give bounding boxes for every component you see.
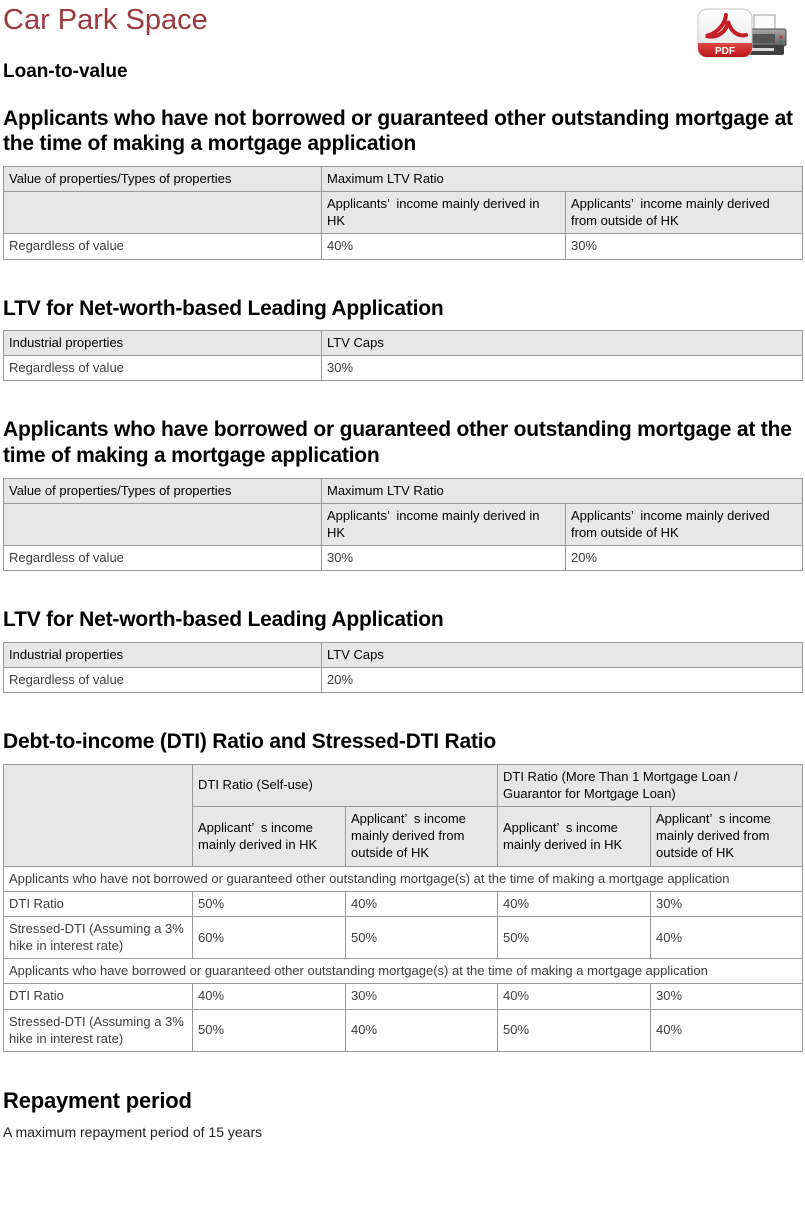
cell-value: 20% [566,546,803,571]
col-header-ltv-caps: LTV Caps [322,331,803,356]
cell-value: 50% [193,891,346,916]
header-action-icons [697,8,789,60]
table-row [4,1009,803,1051]
cell-value: 40% [651,916,803,958]
pdf-icon-label: PDF [715,46,735,57]
cell-value: 50% [498,1009,651,1051]
row-label: Regardless of value [4,668,322,693]
row-label: Regardless of value [4,356,322,381]
repayment-period-text: A maximum repayment period of 15 years [3,1123,263,1140]
row-label: Regardless of value [4,234,322,259]
table-row [4,668,803,693]
col-header-ltv-caps: LTV Caps [322,642,803,667]
page-title: Car Park Space [3,4,208,36]
sub-header-income-hk: Applicant’ s income mainly derived in HK [498,807,651,866]
heading-not-borrowed: Applicants who have not borrowed or guaranteed other outstanding mortgage at the time of making a mortgage application [3,106,793,156]
cell-value: 40% [346,1009,498,1051]
ltv-table-borrowed [3,478,803,572]
table-row [4,891,803,916]
cell-value: 30% [651,984,803,1009]
table-row [4,916,803,958]
cell-value: 50% [346,916,498,958]
sub-header-income-hk: Applicants’ income mainly derived in HK [322,503,566,545]
row-label: Stressed-DTI (Assuming a 3% hike in interest rate) [4,1009,193,1051]
cell-value: 40% [651,1009,803,1051]
pdf-export-icon[interactable] [697,8,753,58]
heading-dti: Debt-to-income (DTI) Ratio and Stressed-DTI Ratio [3,730,497,754]
col-header-industrial: Industrial properties [4,331,322,356]
networth-table-2 [3,642,803,693]
cell-value: 50% [498,916,651,958]
row-label: DTI Ratio [4,891,193,916]
sub-header-income-outside-hk: Applicants’ income mainly derived from outside of HK [566,192,803,234]
heading-ltv-networth-2: LTV for Net-worth-based Leading Application [3,608,444,632]
sub-header-income-outside-hk: Applicant’ s income mainly derived from outside of HK [651,807,803,866]
section-label-borrowed: Applicants who have borrowed or guaranteed other outstanding mortgage(s) at the time of making a mortgage application [4,959,803,984]
cell-value: 40% [498,891,651,916]
table-row [4,984,803,1009]
empty-header-cell [4,192,322,234]
col-header-max-ltv: Maximum LTV Ratio [322,478,803,503]
col-header-property-value: Value of properties/Types of properties [4,478,322,503]
cell-value: 30% [566,234,803,259]
cell-value: 40% [498,984,651,1009]
cell-value: 50% [193,1009,346,1051]
sub-header-income-hk: Applicant’ s income mainly derived in HK [193,807,346,866]
col-header-industrial: Industrial properties [4,642,322,667]
heading-borrowed: Applicants who have borrowed or guaranteed other outstanding mortgage at the time of making a mortgage application [3,418,792,468]
sub-header-income-outside-hk: Applicant’ s income mainly derived from outside of HK [346,807,498,866]
col-header-max-ltv: Maximum LTV Ratio [322,166,803,191]
cell-value: 30% [322,356,803,381]
cell-value: 40% [322,234,566,259]
cell-value: 40% [346,891,498,916]
cell-value: 40% [193,984,346,1009]
networth-table-1 [3,330,803,381]
cell-value: 30% [322,546,566,571]
table-row [4,234,803,259]
cell-value: 20% [322,668,803,693]
dti-table [3,764,803,1052]
heading-loan-to-value: Loan-to-value [3,60,128,82]
pdf-icon-graphic [697,8,753,58]
empty-header-cell [4,764,193,866]
heading-ltv-networth-1: LTV for Net-worth-based Leading Application [3,296,444,320]
cell-value: 60% [193,916,346,958]
heading-repayment-period: Repayment period [3,1087,192,1113]
group-header-multi-loan: DTI Ratio (More Than 1 Mortgage Loan / Guarantor for Mortgage Loan) [498,764,803,806]
sub-header-income-hk: Applicants’ income mainly derived in HK [322,192,566,234]
sub-header-income-outside-hk: Applicants’ income mainly derived from outside of HK [566,503,803,545]
table-row [4,546,803,571]
cell-value: 30% [346,984,498,1009]
section-label-not-borrowed: Applicants who have not borrowed or guaranteed other outstanding mortgage(s) at the time of making a mortgage application [4,866,803,891]
row-label: Regardless of value [4,546,322,571]
cell-value: 30% [651,891,803,916]
table-row [4,356,803,381]
row-label: DTI Ratio [4,984,193,1009]
ltv-table-not-borrowed [3,166,803,260]
empty-header-cell [4,503,322,545]
group-header-self-use: DTI Ratio (Self-use) [193,764,498,806]
row-label: Stressed-DTI (Assuming a 3% hike in interest rate) [4,916,193,958]
col-header-property-value: Value of properties/Types of properties [4,166,322,191]
